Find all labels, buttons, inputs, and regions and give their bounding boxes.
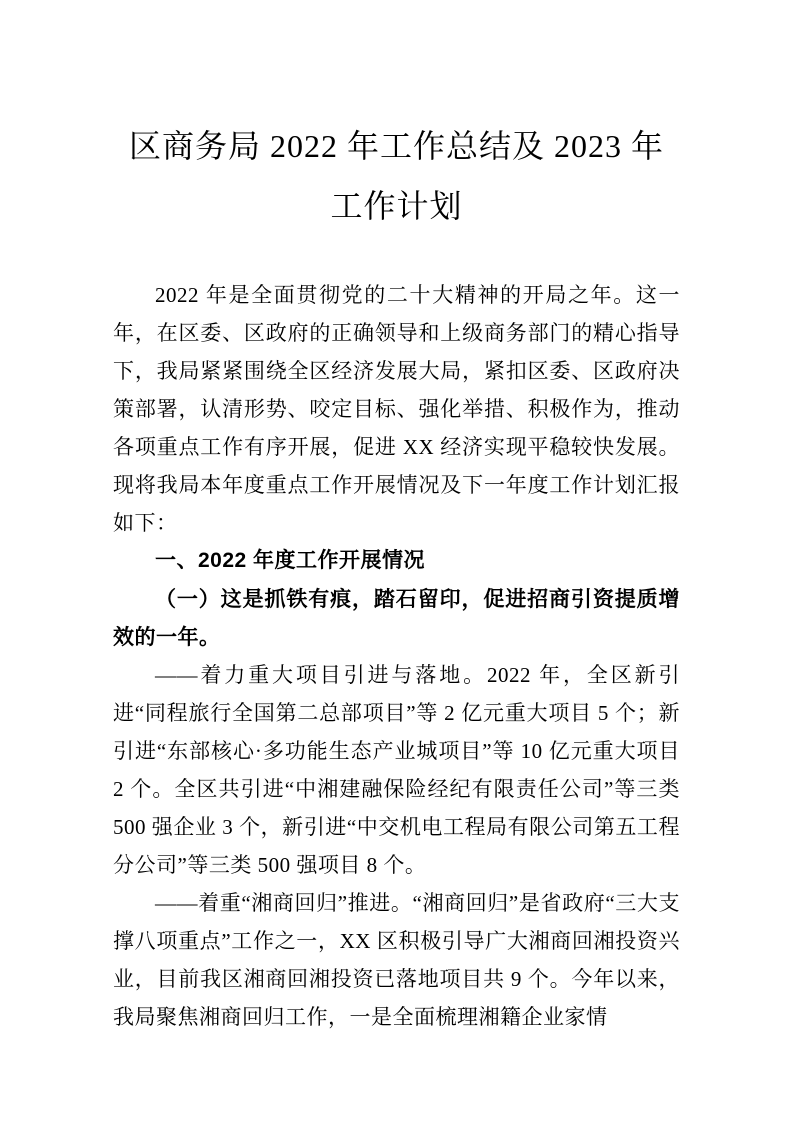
subsection-1-heading: （一）这是抓铁有痕，踏石留印，促进招商引资提质增效的一年。 [113, 587, 680, 649]
document-title: 区商务局 2022 年工作总结及 2023 年工作计划 [128, 128, 664, 224]
major-projects-text: 2022 年，全区新引进“同程旅行全国第二总部项目”等 2 亿元重大项目 5 个；新引进“东部核心·多功能生态产业城项目”等 10 亿元重大项目 2 个。全区共引进“中湘建融保险经纪有限责任公司”等三类 500 强企业 3 个，新引进“中交机电工程局有限公司第五工程分公司”等三类 500 强项目 8 个。 [113, 663, 681, 877]
xiangshang-return-lead-in: ——着重“湘商回归”推进。 [155, 891, 413, 915]
major-projects-lead-in: ——着力重大项目引进与落地。 [155, 663, 487, 687]
intro-paragraph: 2022 年是全面贯彻党的二十大精神的开局之年。这一年，在区委、区政府的正确领导和上级商务部门的精心指导下，我局紧紧围绕全区经济发展大局，紧扣区委、区政府决策部署，认清形势、咬定目标、强化举措、积极作为，推动各项重点工作有序开展，促进 XX 经济实现平稳较快发展。现将我局本年度重点工作开展情况及下一年度工作计划汇报如下： [113, 283, 680, 535]
xiangshang-return-paragraph [113, 884, 680, 1036]
xiangshang-return-text: “湘商回归”是省政府“三大支撑八项重点”工作之一，XX 区积极引导广大湘商回湘投资兴业，目前我区湘商回湘投资已落地项目共 9 个。今年以来，我局聚焦湘商回归工作，一是全面梳理湘籍企业家情 [113, 891, 680, 1029]
section-1-heading: 一、2022 年度工作开展情况 [155, 549, 426, 572]
major-projects-paragraph [113, 656, 680, 884]
